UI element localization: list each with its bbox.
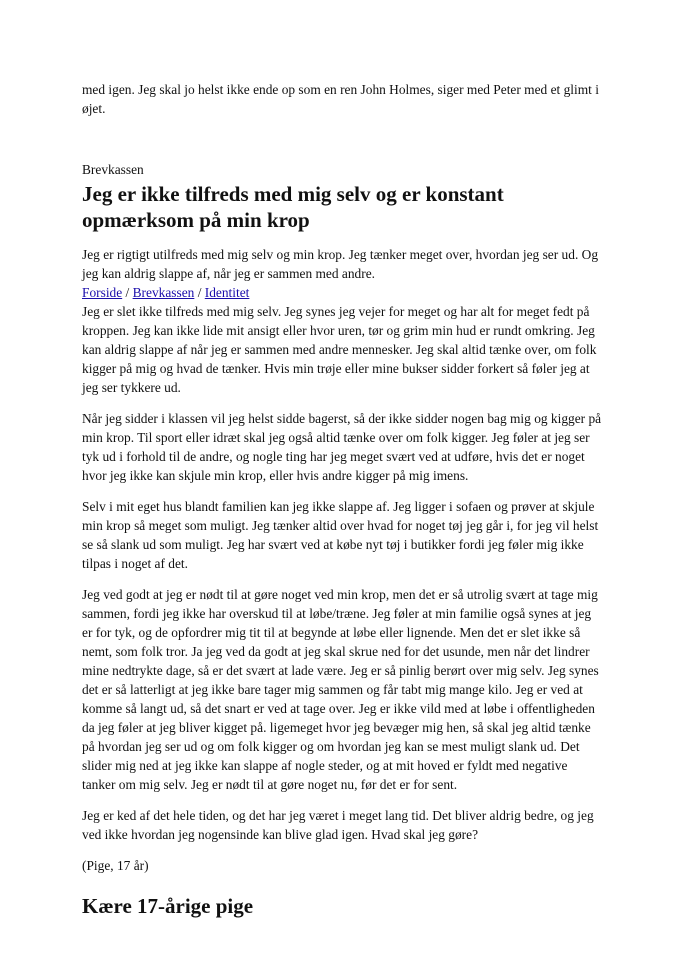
article-lead: Jeg er rigtigt utilfreds med mig selv og min krop. Jeg tænker meget over, hvordan jeg ser ud. Og jeg kan aldrig slappe af, når jeg er sammen med andre. xyxy=(82,247,599,281)
section-label-text: Brevkassen xyxy=(82,162,144,177)
breadcrumb-separator: / xyxy=(194,285,205,300)
article-page xyxy=(82,80,602,919)
intro-paragraph: med igen. Jeg skal jo helst ikke ende op som en ren John Holmes, siger med Peter med et glimt i øjet. xyxy=(82,82,599,116)
article-title: Jeg er ikke tilfreds med mig selv og er konstant opmærksom på min krop xyxy=(82,182,504,232)
breadcrumb-link-forside[interactable]: Forside xyxy=(82,285,123,300)
body-paragraph-3: Selv i mit eget hus blandt familien kan jeg ikke slappe af. Jeg ligger i sofaen og prøver at skjule min krop så meget som muligt. Jeg tænker altid over hvad for noget tøj jeg går i, for jeg vil helst se så slank ud som muligt. Jeg har svært ved at købe nyt tøj i butikker fordi jeg føler mig ikke tilpas i noget af det. xyxy=(82,499,599,571)
breadcrumb xyxy=(82,283,602,302)
breadcrumb-link-brevkassen[interactable]: Brevkassen xyxy=(132,285,195,300)
body-paragraph-4: Jeg ved godt at jeg er nødt til at gøre noget ved min krop, men det er så utrolig svært at tage mig sammen, fordi jeg ikke har overskud til at løbe/træne. Jeg føler at min familie også synes at jeg er for tyk, og de opfordrer mig tit til at begynde at løbe eller lignende. Men det er slet ikke så nemt, som folk tror. Ja jeg ved da godt at jeg skal skrue ned for det usunde, men når det lindrer mine nedtrykte dage, så er det svært at lade være. Jeg er så pinlig berørt over mig selv. Jeg synes det er så latterligt at jeg ikke bare tager mig sammen og får tabt mig mange kilo. Jeg er ved at komme så langt ud, så det snart er ved at tage over. Jeg er ikke vild med at løbe i offentligheden da jeg føler at jeg bliver kigget på. ligemeget hvor jeg bevæger mig hen, så skal jeg altid tænke på hvordan jeg ser ud og om folk kigger og om hvordan jeg kan se mest muligt slank ud. Det slider mig ned at jeg ikke kan slappe af nogle steder, og at mit hoved er fyldt med negative tanker om mig selv. Jeg er nødt til at gøre noget nu, før det er for sent. xyxy=(82,587,599,792)
letter-signature: (Pige, 17 år) xyxy=(82,858,149,873)
body-paragraph-1: Jeg er slet ikke tilfreds med mig selv. Jeg synes jeg vejer for meget og har alt for meget fedt på kroppen. Jeg kan ikke lide mit ansigt eller hvor uren, tør og grim min hud er rundt omkring. Jeg kan aldrig slappe af når jeg er sammen med andre mennesker. Jeg skal altid tænke over, om folk kigger på mig og hvad de tænker. Hvis min trøje eller mine bukser sidder forkert så føler jeg at jeg ser tykkere ud. xyxy=(82,304,597,395)
reply-heading: Kære 17-årige pige xyxy=(82,894,254,918)
breadcrumb-link-identitet[interactable]: Identitet xyxy=(204,285,250,300)
body-paragraph-2: Når jeg sidder i klassen vil jeg helst sidde bagerst, så der ikke sidder nogen bag mig og kigger på min krop. Til sport eller idræt skal jeg også altid tænke over om folk kigger. Jeg føler at jeg ser tyk ud i forhold til de andre, og nogle ting har jeg meget svært ved at udføre, hvis det er noget hvor jeg ikke kan skjule min krop, eller hvis andre kigger på mig imens. xyxy=(82,411,602,483)
section-label xyxy=(82,160,602,179)
breadcrumb-separator: / xyxy=(122,285,133,300)
body-paragraph-5: Jeg er ked af det hele tiden, og det har jeg været i meget lang tid. Det bliver aldrig bedre, og jeg ved ikke hvordan jeg nogensinde kan blive glad igen. Hvad skal jeg gøre? xyxy=(82,808,594,842)
